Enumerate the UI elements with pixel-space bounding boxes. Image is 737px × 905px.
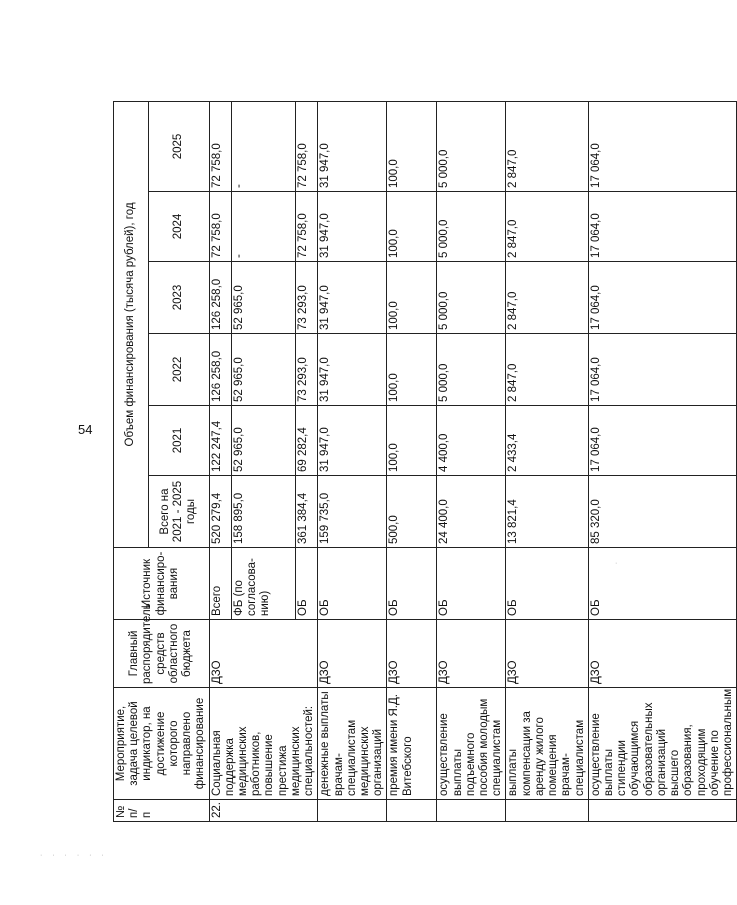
row-year-value: 31 947,0 [318,262,387,334]
row-year-value: 2 847,0 [506,262,588,334]
header-num: № п/п [114,800,210,822]
header-total: Всего на 2021 - 2025 годы [148,476,209,548]
row-year-value: 126 258,0 [209,334,231,406]
row-year-value: 100,0 [387,192,437,262]
row-source: ОБ [318,548,387,620]
row-year-value: 126 258,0 [209,262,231,334]
row-year-value: 100,0 [387,262,437,334]
row-year-value: 2 433,4 [506,406,588,476]
row-year-value: 17 064,0 [588,334,736,406]
scan-artifact: · · · · · · [40,852,108,859]
row-year-value: 17 064,0 [588,262,736,334]
row-year-value: 69 282,4 [296,406,318,476]
row-measure: осуществление выплаты подъемного пособия молодым специалистам [437,688,506,800]
header-year: 2021 [148,406,209,476]
row-source: ОБ [387,548,437,620]
row-total: 159 735,0 [318,476,387,548]
row-total: 500,0 [387,476,437,548]
row-num [437,800,506,822]
table-row [318,101,387,821]
header-year: 2022 [148,334,209,406]
row-year-value: 52 965,0 [231,406,296,476]
row-year-value: 4 400,0 [437,406,506,476]
row-manager: ДЗО [506,620,588,688]
row-year-value: - [231,192,296,262]
row-source: ОБ [296,548,318,620]
header-source: Источник финансиро-вания [114,548,210,620]
row-year-value: 122 247,4 [209,406,231,476]
row-year-value: 72 758,0 [296,192,318,262]
row-measure: денежные выплаты врачам-специалистам медицинских организаций [318,688,387,800]
row-measure: выплаты компенсации за аренду жилого помещения врачам-специалистам [506,688,588,800]
row-total: 520 279,4 [209,476,231,548]
rotated-page-content [113,122,734,822]
row-manager: ДЗО [209,620,318,688]
row-year-value: 17 064,0 [588,406,736,476]
row-measure: Социальная поддержка медицинских работников, повышение престижа медицинских специальностей: [209,688,318,800]
row-year-value: 17 064,0 [588,101,736,191]
header-volume: Объем финансирования (тысяча рублей), год [114,101,149,547]
row-year-value: 100,0 [387,334,437,406]
row-num: 22. [209,800,318,822]
row-total: 85 320,0 [588,476,736,548]
row-year-value: 17 064,0 [588,192,736,262]
row-year-value: 5 000,0 [437,101,506,191]
row-num [506,800,588,822]
row-total: 13 821,4 [506,476,588,548]
row-source: ОБ [506,548,588,620]
table-row [506,101,588,821]
row-year-value: 72 758,0 [296,101,318,191]
row-year-value: 72 758,0 [209,192,231,262]
row-manager: ДЗО [318,620,387,688]
row-year-value: 2 847,0 [506,101,588,191]
page-number: 54 [78,422,93,437]
row-num [588,800,736,822]
financing-table [113,101,737,822]
table-row [209,101,231,821]
scan-artifact: · [615,560,618,567]
header-manager: Главный распорядитель средств областного бюджета [114,620,210,688]
header-year: 2025 [148,101,209,191]
row-year-value: 73 293,0 [296,334,318,406]
row-manager: ДЗО [387,620,437,688]
row-measure: премия имени Я.Д. Витебского [387,688,437,800]
header-year: 2024 [148,192,209,262]
row-year-value: 5 000,0 [437,192,506,262]
row-manager: ДЗО [588,620,736,688]
row-year-value: 2 847,0 [506,192,588,262]
row-total: 361 384,4 [296,476,318,548]
header-row-1 [114,101,149,821]
row-year-value: 31 947,0 [318,192,387,262]
row-measure: осуществление выплаты стипендии обучающимся образовательных организаций высшего образования, проходящим обучение по профессиональным [588,688,736,800]
header-measure: Мероприятие, задача целевой индикатор, на достижение которого направлено финансирование [114,688,210,800]
row-source: ФБ (по согласова-нию) [231,548,296,620]
row-year-value: 31 947,0 [318,406,387,476]
row-year-value: 52 965,0 [231,334,296,406]
row-year-value: 72 758,0 [209,101,231,191]
row-source: ОБ [588,548,736,620]
row-year-value: 73 293,0 [296,262,318,334]
row-total: 158 895,0 [231,476,296,548]
row-source: Всего [209,548,231,620]
row-year-value: 52 965,0 [231,262,296,334]
row-year-value: 100,0 [387,101,437,191]
table-row [387,101,437,821]
row-manager: ДЗО [437,620,506,688]
row-year-value: 2 847,0 [506,334,588,406]
row-year-value: 31 947,0 [318,334,387,406]
row-num [318,800,387,822]
row-year-value: 31 947,0 [318,101,387,191]
header-year: 2023 [148,262,209,334]
row-year-value: 5 000,0 [437,334,506,406]
row-num [387,800,437,822]
row-year-value: 100,0 [387,406,437,476]
row-year-value: - [231,101,296,191]
row-total: 24 400,0 [437,476,506,548]
row-source: ОБ [437,548,506,620]
table-row [588,101,736,821]
table-row [437,101,506,821]
row-year-value: 5 000,0 [437,262,506,334]
